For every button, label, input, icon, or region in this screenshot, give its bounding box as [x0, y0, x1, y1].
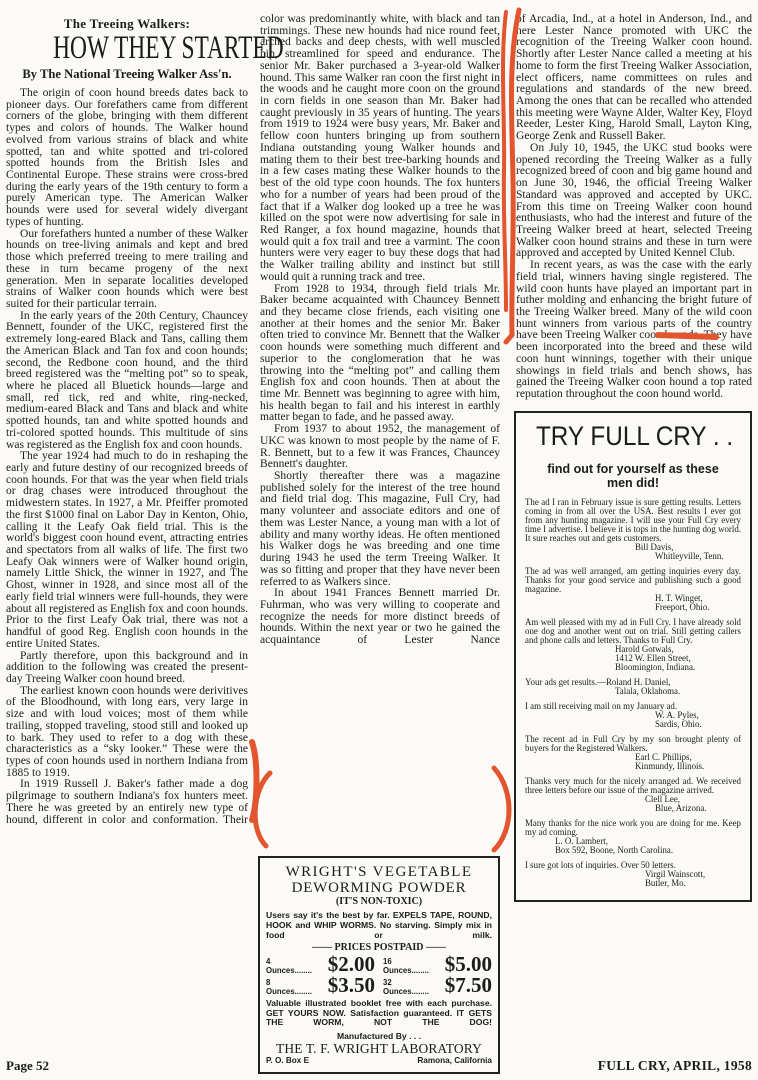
ad-copy: Users say it's the best by far. EXPELS TAPE, ROUND, HOOK and WHIP WORMS. No starving. Simply mix in food or milk. [266, 910, 492, 940]
testimonial [525, 678, 741, 696]
price-amount: $3.50 [327, 973, 375, 998]
price-qty: 4 [266, 957, 271, 967]
testimonial-signature: Box 592, Boone, North Carolina. [555, 844, 674, 855]
testimonial-signature: Virgil Wainscott, [645, 868, 706, 879]
ad-title-wrap [525, 421, 741, 456]
testimonial-signature: Earl C. Phillips, [635, 751, 692, 762]
try-full-cry-ad [514, 411, 752, 902]
price-qty: 32 [383, 978, 392, 988]
article-paragraph: The year 1924 had much to do in reshaping the early and future destiny of our recognized breeds of coon hounds. For that was the year when field trials or drag chases were introduced throughout the midwestern states. In 1927, a Mr. Pfeiffer promoted the first $1000 final on Labor Day in Kenton, Ohio, calling it the Leafy Oak field trial. This is the world's biggest coon hound event, attracting entries and spectators from all walks of life. The first two Leafy Oak winners were of Walker hound origin, namely Little Shick, the winner in 1927, and The Ghost, winner in 1928, and since most all of the early field trial winners were full-hounds, they were about all registered as English fox and coon hounds. Prior to the first Leafy Oak trial, there was not a handful of good Reg. English coon hounds in the entire United States. [6, 450, 248, 650]
article-byline: By The National Treeing Walker Ass'n. [22, 67, 232, 81]
price-unit: Ounces........ [383, 986, 429, 996]
article-paragraph: Shortly thereafter there was a magazine published solely for the interest of the tree hound and field trial dog. This magazine, Full Cry, had many volunteer and associate editors and one of them was Lester Nance, a young man with a lot of ability and many worthy ideas. He often mentioned his Walker dogs he was breeding and one time during 1943 he used the term Treeing Walker. It was so fitting and proper that they have never been referred to as Walkers since. [260, 470, 500, 588]
article-body [516, 14, 752, 401]
ad-title: WRIGHT'S VEGETABLE [285, 864, 473, 881]
testimonial-signature: 1412 W. Ellen Street, [615, 652, 691, 663]
marker-brace-column-2 [503, 12, 506, 310]
ad-booklet-copy: Valuable illustrated booklet free with each purchase. GET YOURS NOW. Satisfaction guaranteed. IT GETS THE WORM, NOT THE DOG! [266, 998, 492, 1028]
testimonial-signature: Bloomington, Indiana. [615, 661, 696, 672]
price-amount: $2.00 [327, 952, 375, 977]
company-address [266, 1056, 492, 1066]
testimonial [525, 777, 741, 813]
testimonial-signature: Harold Gotwals, [615, 643, 674, 654]
testimonial-list [525, 498, 741, 888]
article-column-2 [260, 0, 500, 1074]
price-amount: $5.00 [444, 952, 492, 977]
price-unit: Ounces........ [383, 965, 429, 975]
article-paragraph: On July 10, 1945, the UKC stud books were opened recording the Treeing Walker as a fully recognized breed of coon and big game hound and on June 30, 1946, the official Treeing Walker Standard was approved and accepted by UKC. From this time on Treeing Walker coon hound enthusiasts, who had the interest and future of the Treeing Walker breed at heart, selected Treeing Walker coon hound strains and these in turn were approved and accepted by United Kennel Club. [516, 141, 752, 260]
testimonial-signature: Sardis, Ohio. [655, 718, 702, 729]
wright-deworming-ad [258, 856, 500, 1074]
testimonial-text: Am well pleased with my ad in Full Cry. I have already sold one dog and another went out on trial. Still getting callers and phone calls and letters. Thanks to Full Cry. [525, 616, 741, 645]
testimonial-text: I am still receiving mail on my January ad. [525, 700, 678, 711]
testimonial-signature: Bill Davis, [635, 541, 674, 552]
testimonial-text: I sure got lots of inquiries. Over 50 letters. [525, 859, 676, 870]
article-paragraph: color was predominantly white, with black and tan trimmings. These new hounds had nice round feet, arched backs and deep chests, with well muscled hip, streamlined for speed and endurance. The senior Mr. Baker purchased a 3-year-old Walker hound. This same Walker ran coon the first night in the woods and he caught more coon on the ground in corn fields in one season than Mr. Baker had caught previously in 35 years of hunting. The years from 1919 to 1924 were busy years, Mr. Baker and fellow coon hunters bringing up from southern Indiana outstanding young Walker hounds and mating them to their best tree-barking hounds and in a few cases mating these Walker hounds to the best of the old type coon hounds. The fox hunters who for a number of years had been proud of the fact that if a Walker dog looked up a tree he was killed on the spot were now advertising for sale in Red Ranger, a fox hound magazine, hounds that would quit a fox trail and tree a varmint. The coon hunters were very eager to buy these dogs that had the Walker trailing ability and instinct but still would quit a running track and tree. [260, 13, 500, 283]
article-column-3 [516, 0, 752, 1074]
testimonial [525, 861, 741, 888]
testimonial-signature: Clell Lee, [645, 793, 680, 804]
ad-subtitle: find out for yourself as these men did! [547, 461, 719, 490]
article-title-wrap [6, 30, 284, 67]
manufactured-by: Manufactured By . . . [336, 1031, 422, 1041]
article-paragraph: Partly therefore, upon this background and in addition to the following was created the present-day Treeing Walker coon hound breed. [6, 649, 248, 685]
price-item [266, 975, 375, 996]
marker-arc-column-1 [252, 742, 257, 820]
price-item [383, 954, 492, 975]
price-item [383, 975, 492, 996]
testimonial-signature: Blue, Arizona. [655, 802, 707, 813]
article-body [260, 14, 500, 647]
article-kicker: The Treeing Walkers: [63, 16, 191, 31]
testimonial-text: Many thanks for the nice work you are doing for me. Keep my ad coming. [525, 817, 741, 837]
testimonial-signature: W. A. Pyles, [655, 709, 699, 720]
testimonial-signature: Kinmundy, Illinois. [635, 760, 705, 771]
company-name: THE T. F. WRIGHT LABORATORY [276, 1041, 482, 1056]
testimonial-text: The recent ad in Full Cry by my son brought plenty of buyers for the Registered Walkers. [525, 733, 741, 753]
ad-title: TRY FULL CRY . . [535, 420, 734, 451]
testimonial-signature: Butler, Mo. [645, 877, 686, 888]
article-paragraph: The earliest known coon hounds were derivitives of the Bloodhound, with long ears, very large in size and with loud voices; most of them while trailing, stopped traveling, stood still and looked up to bark. They used to refer to a dog with these characteristics as a “sky looker.” These were the types of coon hounds used in northern Indiana from 1885 to 1919. [6, 684, 248, 779]
price-unit: Ounces........ [266, 986, 312, 996]
testimonial-signature: Freeport, Ohio. [655, 601, 710, 612]
testimonial [525, 819, 741, 855]
price-unit: Ounces........ [266, 965, 312, 975]
testimonial-signature: H. T. Winget, [655, 592, 703, 603]
city: Ramona, California [417, 1056, 492, 1065]
prices-heading: —— PRICES POSTPAID —— [312, 942, 446, 954]
article-paragraph: From 1937 to about 1952, the management of UKC was known to most people by the name of F. R. Bennett, but to a few it was Frances, Chauncey Bennett's daughter. [260, 423, 500, 471]
ad-subtitle: (IT'S NON-TOXIC) [335, 896, 423, 908]
price-qty: 16 [383, 957, 392, 967]
testimonial [525, 498, 741, 561]
page-number: Page 52 [6, 1058, 49, 1073]
article-paragraph: In the early years of the 20th Century, Chauncey Bennett, founder of the UKC, registered first the extremely long-eared Black and Tans, calling them the American Black and Tan fox and coon hounds; second, the Redbone coon hound, and the third breed registered was the “melting pot” so to speak, where he placed all Bluetick hounds—large and small, red tick, red and white, ring-necked, medium-eared Black and Tans and black and white spotted hounds, tan and white spotted hounds and tri-colored spotted hounds. This multitude of sins was registered as the English fox and coon hounds. [6, 309, 248, 451]
testimonial-text: The ad I ran in February issue is sure getting results. Letters coming in from all over the USA. Best results I ever got from any hunting magazine. I will use your Full Cry every time I advertise. I believe it is tops in the hunting dog world. It sure reaches out and gets customers. [525, 496, 741, 543]
article-paragraph: The origin of coon hound breeds dates back to pioneer days. Our forefathers came from different corners of the globe, bringing with them different types and colors of hounds. The Walker hound evolved from various strains of black and white spotted, tan and white spotted and tri-colored spotted hounds from the British Isles and Continental Europe. These strains were cross-bred during the early years of the 19th century to form a purely American type. The American Walker hounds were used for several widely divergant types of hunting. [6, 87, 248, 228]
testimonial-text: The ad was well arranged, am getting inquiries every day. Thanks for your good service and publishing such a good magazine. [525, 565, 741, 594]
article-title: HOW THEY STARTED [53, 30, 284, 66]
article-column-1 [6, 0, 284, 1074]
issue-line: FULL CRY, APRIL, 1958 [597, 1058, 752, 1073]
testimonial-signature: Whitleyville, Tenn. [655, 550, 724, 561]
article-paragraph: In recent years, as was the case with the early field trial, winners having single registered. The wild coon hunts have played an important part in futher molding and enhancing the bright future of the Treeing Walker breed. Many of the wild coon hunt winners from various parts of the country have been Treeing Walker coon hounds. They have been incorporated into the breed and these wild coon hunt winnings, together with their unique showings in field trials and bench shows, has gained the Treeing Walker coon hound a top rated reputation throughout the coon hound world. [516, 259, 752, 400]
po-box: P. O. Box E [266, 1056, 310, 1065]
testimonial-signature: L. O. Lambert, [555, 835, 608, 846]
article-paragraph: Our forefathers hunted a number of these Walker hounds on tree-living animals and kept and bred those which preferred treeing to mere trailing and these in turn became progeny of the next generation. Men in separate localities developed strains of Walker coon hounds which were best suited for their particular terrain. [6, 227, 248, 310]
article-paragraph: In 1919 Russell J. Baker's father made a dog pilgrimage to southern Indiana's fox hunters meet. There he was greeted by an entirely new type of hound, different in color and conformation. Their [6, 778, 248, 826]
testimonial [525, 735, 741, 771]
price-qty: 8 [266, 978, 271, 988]
testimonial-text: Thanks very much for the nicely arranged ad. We received three letters before our issue of the magazine arrived. [525, 775, 741, 795]
article-paragraph: From 1928 to 1934, through field trials Mr. Baker became acquainted with Chauncey Bennett and they became close friends, each visiting one another at their homes and the senior Mr. Baker often tried to convince Mr. Bennett that the Walker coon hounds were something much different and superior to the conglomeration that he was throwing into the “melting pot” and calling them English fox and coon hounds. Then at about the time Mr. Bennett was beginning to agree with him, his health began to fail and his interest in earthly matter began to fade, and he passed away. [260, 282, 500, 424]
testimonial-text: Your ads get results.—Roland H. Daniel, [525, 676, 671, 687]
article-paragraph: In about 1941 Frances Bennett married Dr. Fuhrman, who was very willing to cooperate and recognize the needs for more distinct breeds of hounds. Within the next year or two he gained the acquaintance of Lester Nance [260, 587, 500, 647]
article-paragraph: of Arcadia, Ind., at a hotel in Anderson, Ind., and here Lester Nance promoted with UKC the recognition of the Treeing Walker coon hound. Shortly after Lester Nance called a meeting at his home to form the first Treeing Walker Association, elect officers, name committees on rules and regulations and standards of the new breed. Among the ones that can be recalled who attended this meeting were Wayne Alder, Walter Key, Floyd Reeder, Lester King, Harold Small, Layton King, George Zenk and Russell Baker. [516, 13, 752, 143]
ad-title-2: DEWORMING POWDER [291, 880, 467, 897]
testimonial [525, 567, 741, 612]
testimonial-signature: Talala, Oklahoma. [615, 685, 681, 696]
article-body [6, 88, 248, 826]
price-list [266, 954, 492, 996]
testimonial [525, 702, 741, 729]
price-amount: $7.50 [444, 973, 492, 998]
testimonial [525, 618, 741, 672]
price-item [266, 954, 375, 975]
